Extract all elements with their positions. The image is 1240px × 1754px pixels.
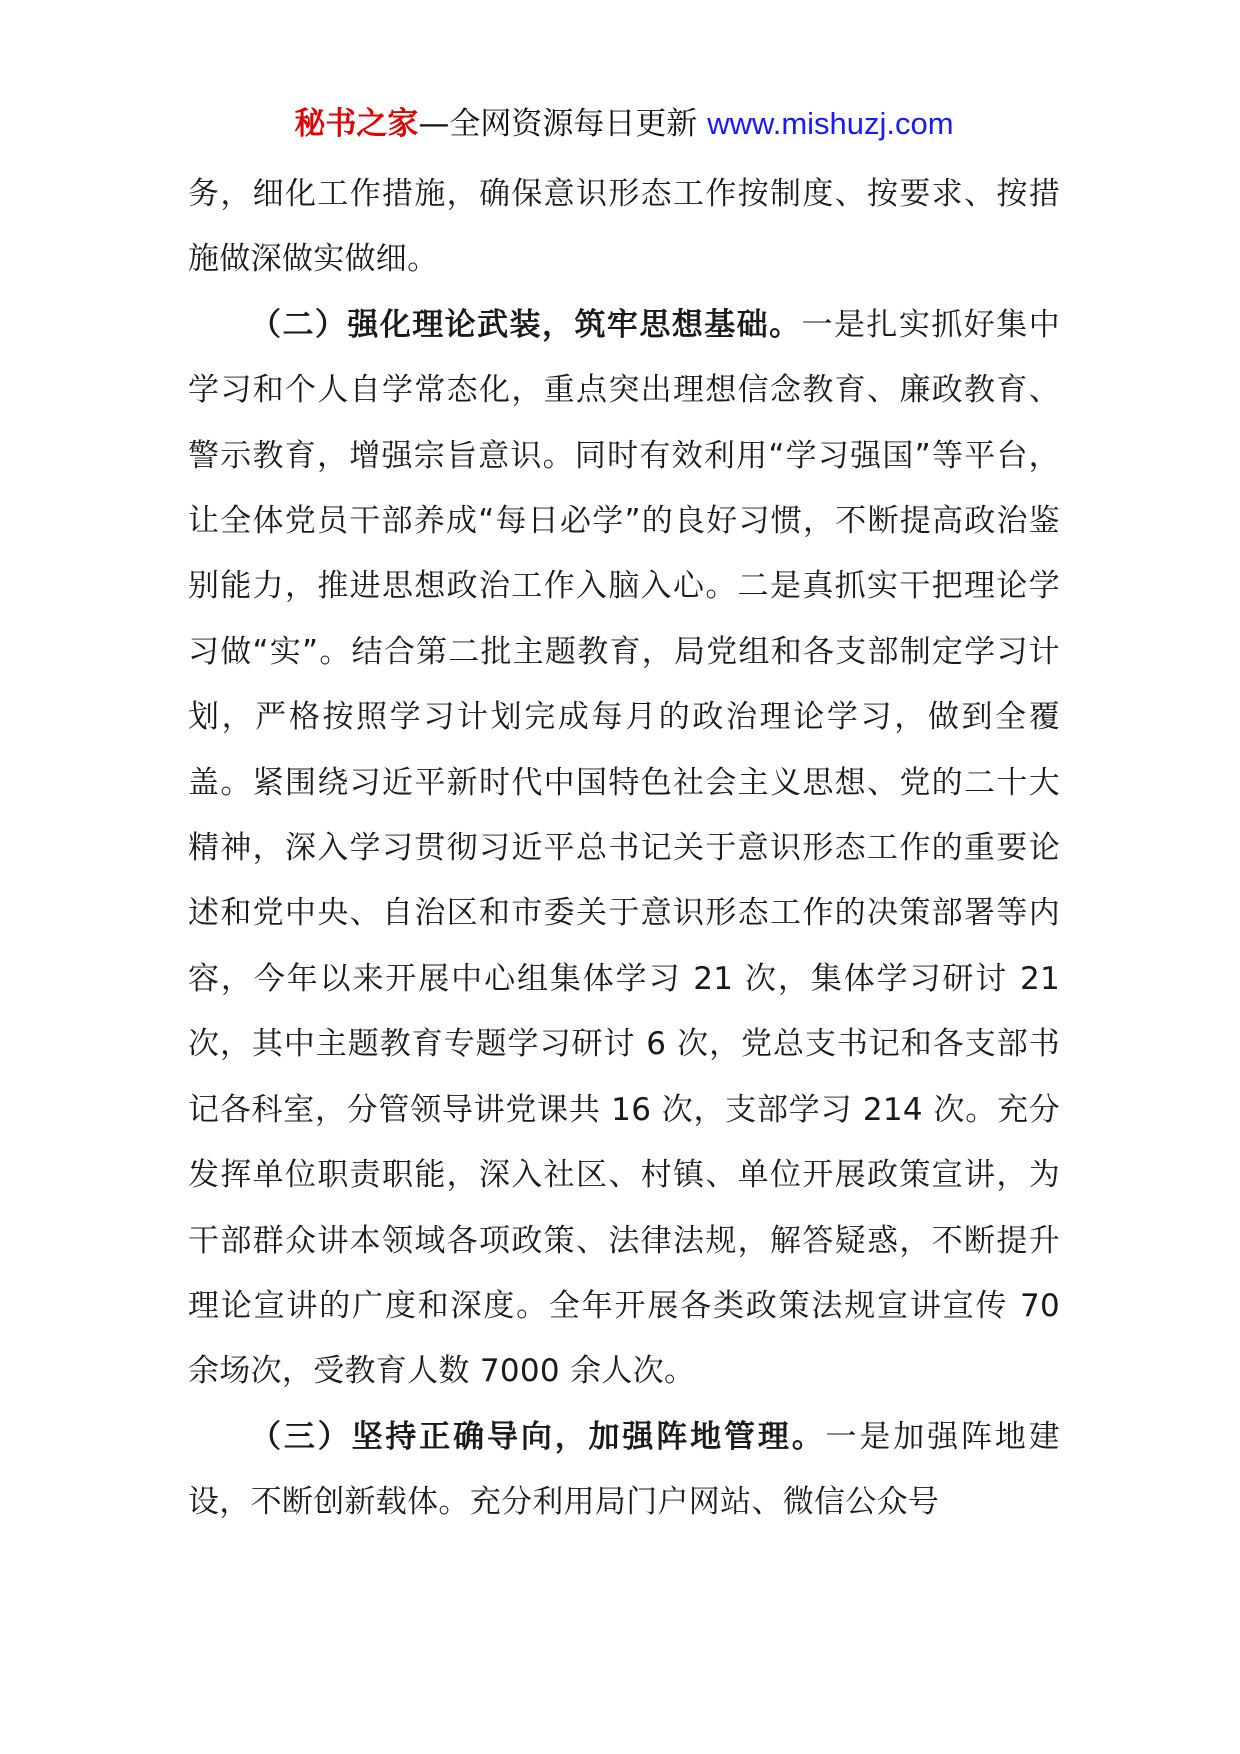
section-heading: （二）强化理论武装，筑牢思想基础。: [250, 306, 802, 343]
section-heading: （三）坚持正确导向，加强阵地管理。: [250, 1418, 826, 1455]
header-tagline: —全网资源每日更新: [418, 106, 708, 142]
page-header: [188, 100, 1060, 148]
paragraph-position-management: [188, 1405, 1060, 1536]
paragraph-body: 务，细化工作措施，确保意识形态工作按制度、按要求、按措施做深做实做细。: [188, 176, 1060, 278]
paragraph-theory-study: [188, 293, 1060, 1405]
paragraph-body: 一是扎实抓好集中学习和个人自学常态化，重点突出理想信念教育、廉政教育、警示教育，增强宗旨意识。同时有效利用“学习强国”等平台，让全体党员干部养成“每日必学”的良好习惯，不断提高政治鉴别能力，推进思想政治工作入脑入心。二是真抓实干把理论学习做“实”。结合第二批主题教育，局党组和各支部制定学习计划，严格按照学习计划完成每月的政治理论学习，做到全覆盖。紧围绕习近平新时代中国特色社会主义思想、党的二十大精神，深入学习贯彻习近平总书记关于意识形态工作的重要论述和党中央、自治区和市委关于意识形态工作的决策部署等内容，今年以来开展中心组集体学习 21 次，集体学习研讨 21 次，其中主题教育专题学习研讨 6 次，党总支书记和各支部书记各科室，分管领导讲党课共 16 次，支部学习 214 次。充分发挥单位职责职能，深入社区、村镇、单位开展政策宣讲，为干部群众讲本领域各项政策、法律法规，解答疑惑，不断提升理论宣讲的广度和深度。全年开展各类政策法规宣讲宣传 70 余场次，受教育人数 7000 余人次。: [188, 306, 1060, 1390]
website-link[interactable]: www.mishuzj.com: [707, 106, 954, 141]
brand-name: 秘书之家: [294, 106, 419, 142]
paragraph-continuation: [188, 162, 1060, 293]
paragraph-body: 一是加强阵地建设，不断创新载体。充分利用局门户网站、微信公众号: [188, 1418, 1060, 1521]
